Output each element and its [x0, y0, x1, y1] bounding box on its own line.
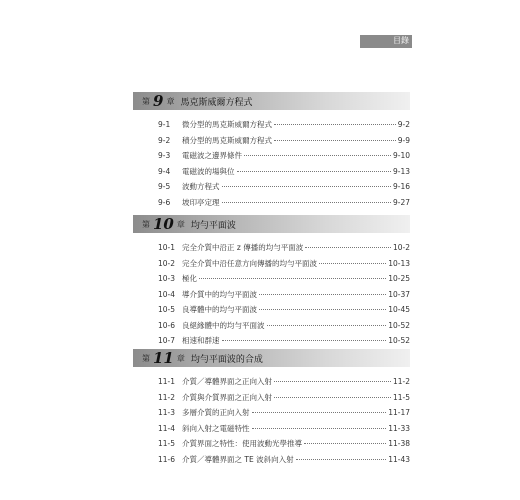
- toc-entry[interactable]: [133, 392, 410, 408]
- section-title: 波動方程式: [182, 182, 220, 191]
- section-number: 10-3: [158, 274, 176, 283]
- section-number: 11-5: [158, 439, 176, 448]
- section-number: 9-6: [158, 197, 171, 207]
- chapter-11-section: [133, 349, 410, 469]
- chapter-word-prefix: 第: [142, 219, 150, 229]
- chapter-title: 均勻平面波的合成: [190, 354, 263, 365]
- section-title: 坡印亭定理: [182, 197, 220, 207]
- section-number: 11-3: [158, 408, 176, 417]
- chapter-heading-bar: [133, 215, 410, 233]
- dot-leader: [259, 309, 386, 310]
- dot-leader: [222, 186, 391, 187]
- dot-leader: [267, 325, 387, 326]
- dot-leader: [252, 428, 387, 429]
- toc-entry[interactable]: [133, 320, 410, 336]
- page-number: 11-33: [388, 423, 410, 433]
- section-number: 11-1: [158, 377, 176, 386]
- dot-leader: [244, 155, 391, 156]
- section-number: 9-1: [158, 120, 171, 129]
- page-number: 11-38: [388, 439, 410, 448]
- section-title: 完全介質中沿任意方向傳播的均勻平面波: [182, 258, 317, 268]
- chapter-word-prefix: 第: [142, 353, 150, 363]
- chapter-heading-bar: [133, 349, 410, 367]
- section-number: 10-6: [158, 320, 176, 330]
- dot-leader: [259, 294, 386, 295]
- chapter-word-suffix: 章: [176, 219, 185, 229]
- page-number: 10-52: [388, 336, 410, 345]
- section-number: 10-4: [158, 289, 176, 299]
- toc-entry[interactable]: [133, 423, 410, 439]
- header-label: 目錄: [393, 36, 409, 45]
- dot-leader: [305, 247, 391, 248]
- chapter-word-prefix: 第: [142, 96, 150, 106]
- toc-entry[interactable]: [133, 135, 410, 151]
- page-number: 11-2: [392, 377, 410, 386]
- section-list: [133, 242, 410, 351]
- page-number: 9-27: [392, 197, 410, 207]
- chapter-number: 10: [153, 215, 174, 233]
- dot-leader: [274, 140, 396, 141]
- dot-leader: [274, 124, 396, 125]
- page-number: 9-9: [397, 135, 410, 145]
- page-number: 10-52: [388, 320, 410, 330]
- section-title: 介質／導體界面之 TE 波斜向入射: [182, 454, 294, 464]
- section-title: 電磁波的場與位: [182, 166, 235, 176]
- dot-leader: [274, 397, 391, 398]
- chapter-10-section: [133, 215, 410, 351]
- dot-leader: [252, 412, 387, 413]
- section-title: 多層介質的正向入射: [182, 408, 250, 417]
- dot-leader: [319, 263, 386, 264]
- dot-leader: [237, 171, 391, 172]
- page-number: 9-13: [392, 166, 410, 176]
- section-number: 11-2: [158, 392, 176, 402]
- section-title: 極化: [182, 274, 197, 283]
- chapter-word-suffix: 章: [176, 353, 185, 363]
- toc-entry[interactable]: [133, 119, 410, 135]
- page-number: 11-17: [388, 408, 410, 417]
- page-number: 9-16: [392, 182, 410, 191]
- toc-entry[interactable]: [133, 258, 410, 274]
- section-number: 10-2: [158, 258, 176, 268]
- section-title: 介質／導體界面之正向入射: [182, 377, 272, 386]
- page-number: 9-2: [397, 120, 410, 129]
- page-number: 9-10: [392, 151, 410, 160]
- section-title: 微分型的馬克斯威爾方程式: [182, 120, 272, 129]
- toc-entry[interactable]: [133, 242, 410, 258]
- section-title: 良絕緣體中的均勻平面波: [182, 320, 265, 330]
- header-rule: [360, 47, 412, 48]
- toc-entry[interactable]: [133, 438, 410, 454]
- toc-entry[interactable]: [133, 181, 410, 197]
- chapter-title: 馬克斯威爾方程式: [180, 97, 253, 108]
- toc-entry[interactable]: [133, 304, 410, 320]
- section-number: 11-6: [158, 454, 176, 464]
- chapter-number: 9: [153, 92, 164, 110]
- page-number: 10-25: [388, 274, 410, 283]
- section-number: 9-4: [158, 166, 171, 176]
- dot-leader: [296, 459, 387, 460]
- section-number: 10-1: [158, 243, 176, 252]
- section-title: 電磁波之邊界條件: [182, 151, 242, 160]
- page-number: 10-2: [392, 243, 410, 252]
- section-number: 10-5: [158, 305, 176, 314]
- toc-entry[interactable]: [133, 454, 410, 470]
- dot-leader: [274, 381, 391, 382]
- dot-leader: [222, 202, 391, 203]
- section-title: 斜向入射之電磁特性: [182, 423, 250, 433]
- section-title: 導介質中的均勻平面波: [182, 289, 257, 299]
- toc-entry[interactable]: [133, 197, 410, 213]
- page-number: 11-43: [388, 454, 410, 464]
- toc-entry[interactable]: [133, 289, 410, 305]
- page-number: 10-45: [388, 305, 410, 314]
- section-list: [133, 376, 410, 469]
- section-list: [133, 119, 410, 212]
- page-number: 10-37: [388, 289, 410, 299]
- chapter-word-suffix: 章: [166, 96, 175, 106]
- section-title: 良導體中的均勻平面波: [182, 305, 257, 314]
- toc-entry[interactable]: [133, 407, 410, 423]
- section-title: 介質與介質界面之正向入射: [182, 392, 272, 402]
- section-number: 9-3: [158, 151, 171, 160]
- chapter-9-section: [133, 92, 410, 212]
- toc-entry[interactable]: [133, 376, 410, 392]
- section-number: 9-2: [158, 135, 171, 145]
- page-number: 10-13: [388, 258, 410, 268]
- page-number: 11-5: [392, 392, 410, 402]
- section-number: 11-4: [158, 423, 176, 433]
- section-title: 完全介質中沿正 z 傳播的均勻平面波: [182, 243, 304, 252]
- chapter-heading-bar: [133, 92, 410, 110]
- section-number: 9-5: [158, 182, 171, 191]
- toc-entry[interactable]: [133, 166, 410, 182]
- dot-leader: [199, 278, 386, 279]
- toc-entry[interactable]: [133, 150, 410, 166]
- section-title: 相速和群速: [182, 336, 220, 345]
- section-title: 積分型的馬克斯威爾方程式: [182, 135, 272, 145]
- chapter-title: 均勻平面波: [190, 220, 236, 231]
- dot-leader: [304, 443, 386, 444]
- dot-leader: [222, 340, 387, 341]
- section-number: 10-7: [158, 336, 176, 345]
- chapter-number: 11: [153, 349, 174, 367]
- section-title: 介質界面之特性：使用波動光學推導: [182, 439, 302, 448]
- toc-entry[interactable]: [133, 273, 410, 289]
